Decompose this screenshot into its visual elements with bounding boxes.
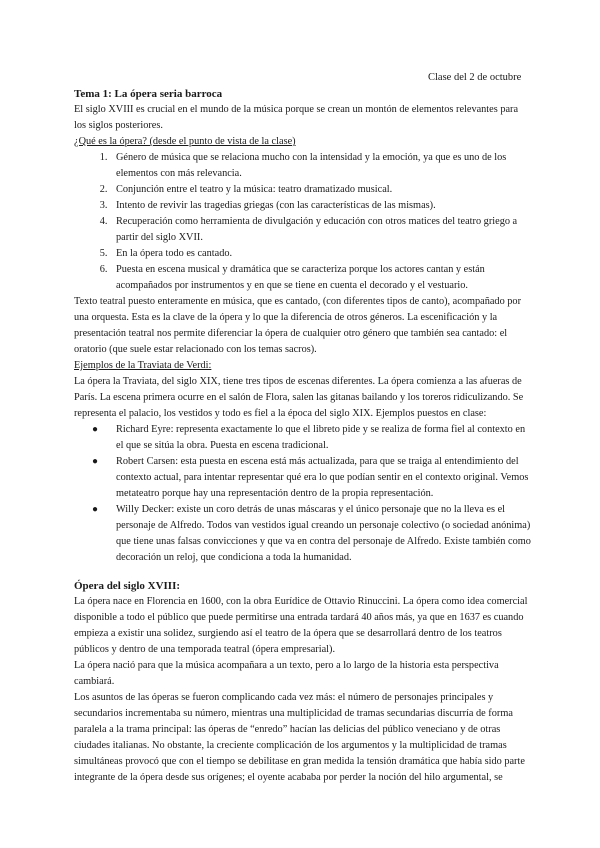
bullet-icon: ● bbox=[92, 424, 99, 435]
class-date: Clase del 2 de octubre bbox=[428, 72, 522, 83]
bullet-text: Robert Carsen: esta puesta en escena está más actualizada, para que se traiga al entendimiento del contexto actual, para intentar representar qué era lo que podían sentir en el contexto original. Vemos metateatro porque hay una representación dentro de la propia representación. bbox=[116, 456, 529, 499]
question-heading: ¿Qué es la ópera? (desde el punto de vista de la clase) bbox=[74, 136, 296, 147]
list-item: 2. Conjunción entre el teatro y la música: teatro dramatizado musical. bbox=[110, 182, 532, 198]
list-item: 3. Intento de revivir las tragedias griegas (con las características de las mismas). bbox=[110, 198, 532, 214]
list-item bbox=[92, 422, 532, 454]
history-paragraph-3: Los asuntos de las óperas se fueron complicando cada vez más: el número de personajes principales y secundarios incrementaba su número, mientras una multiplicidad de tramas secundarias discurría de forma paralela a la trama principal: las óperas de “enredo” hacían las delicias del público veneciano y de otras ciudades italianas. No obstante, la creciente complicación de los argumentos y la multiplicidad de tramas simultáneas provocó que con el tiempo se debilitase en gran medida la tensión dramática que había sido parte integrante de la ópera desde sus orígenes; el oyente acababa por perder la noción del hilo argumental, se bbox=[74, 692, 525, 783]
list-item bbox=[92, 454, 532, 502]
intro-paragraph: El siglo XVIII es crucial en el mundo de la música porque se crean un montón de elementos relevantes para los siglos posteriores. bbox=[74, 104, 519, 131]
list-item: 6. Puesta en escena musical y dramática que se caracteriza porque los actores cantan y están acompañados por instrumentos y en que se tiene en cuenta el decorado y el vestuario. bbox=[110, 262, 532, 294]
bullet-text: Richard Eyre: representa exactamente lo que el libreto pide y se realiza de forma fiel al contexto en el que se sitúa la obra. Puesta en escena tradicional. bbox=[116, 424, 526, 451]
list-item: 5. En la ópera todo es cantado. bbox=[110, 246, 532, 262]
list-item bbox=[92, 502, 532, 566]
examples-heading: Ejemplos de la Traviata de Verdi: bbox=[74, 360, 212, 371]
section-heading-opera-seria: Tema 1: La ópera seria barroca bbox=[74, 88, 223, 100]
bullet-icon: ● bbox=[92, 504, 99, 515]
history-paragraph-1: La ópera nace en Florencia en 1600, con la obra Eurídice de Ottavio Rinuccini. La ópera como idea comercial disponible a todo el público que puede permitirse una entrada tardará 40 años más, ya que en 1637 es cuando empieza a existir una solidez, surgiendo así el teatro de la ópera que se desarrollará dentro de los teatros públicos y dentro de una temporada teatral (ópera empresarial). bbox=[74, 596, 528, 655]
staging-examples-list bbox=[74, 422, 532, 566]
bullet-text: Willy Decker: existe un coro detrás de unas máscaras y el único personaje que no la lleva es el personaje de Alfredo. Todos van vestidos igual creando un personaje colectivo (o sociedad anónima) que tiene unas falsas convicciones y que va en contra del personaje de Alfredo. Existe también como decoración un reloj, que condiciona a toda la humanidad. bbox=[116, 504, 531, 563]
document-body bbox=[74, 86, 532, 786]
spacer bbox=[74, 566, 532, 578]
traviata-paragraph: La ópera la Traviata, del siglo XIX, tiene tres tipos de escenas diferentes. La ópera comienza a las afueras de París. La escena primera ocurre en el salón de Flora, salen las gitanas bailando y los toreros ridiculizando. Se representa el palacio, los vestidos y todo es fiel a la época del siglo XIX. Ejemplos puestos en clase: bbox=[74, 376, 524, 419]
bullet-icon: ● bbox=[92, 456, 99, 467]
history-paragraph-2: La ópera nació para que la música acompañara a un texto, pero a lo largo de la historia esta perspectiva cambiará. bbox=[74, 660, 499, 687]
list-item: 4. Recuperación como herramienta de divulgación y educación con otros matices del teatro griego a partir del siglo XVII. bbox=[110, 214, 532, 246]
list-item: 1. Género de música que se relaciona mucho con la intensidad y la emoción, ya que es uno de los elementos con más relevancia. bbox=[110, 150, 532, 182]
definition-paragraph: Texto teatral puesto enteramente en música, que es cantado, (con diferentes tipos de canto), acompañado por una orquesta. Esta es la clave de la ópera y lo que la diferencia de otros géneros. La escenificación y la presentación teatral nos permite diferenciar la ópera de cualquier otro género que también sea cantado: el oratorio (que suele estar relacionado con los temas sacros). bbox=[74, 296, 522, 355]
definition-list bbox=[74, 150, 532, 294]
section-heading-opera-xviii: Ópera del siglo XVIII: bbox=[74, 580, 181, 592]
